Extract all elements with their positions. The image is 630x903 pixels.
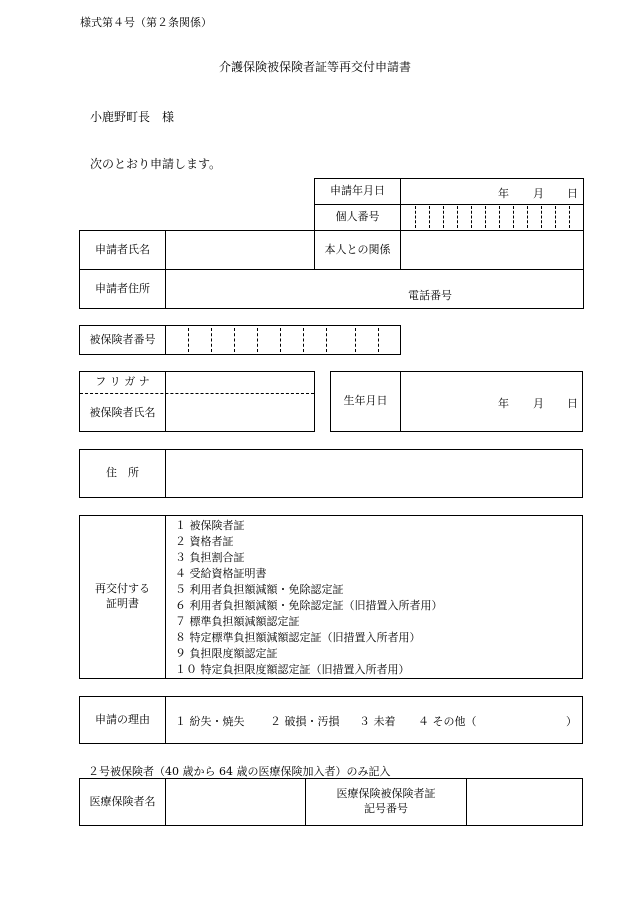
- reissue-label: 再交付する 証明書: [95, 582, 150, 610]
- applicant-name-field[interactable]: [167, 232, 313, 268]
- reissue-option-3[interactable]: ３ 負担割合証: [175, 551, 245, 564]
- birth-day-unit: 日: [567, 397, 578, 410]
- relation-label: 本人との関係: [324, 242, 391, 256]
- reason-option-other[interactable]: ４ その他（: [418, 715, 477, 728]
- reason-option-damaged[interactable]: ２ 破損・汚損: [270, 715, 340, 728]
- birth-month-unit: 月: [533, 397, 544, 410]
- reissue-option-5[interactable]: ５ 利用者負担額減額・免除認定証: [175, 583, 344, 596]
- relation-field[interactable]: [402, 232, 582, 268]
- reissue-option-7[interactable]: ７ 標準負担額減額認定証: [175, 615, 300, 628]
- phone-label: 電話番号: [408, 289, 452, 302]
- reissue-option-6[interactable]: ６ 利用者負担額減額・免除認定証（旧措置入所者用）: [175, 599, 443, 612]
- reason-option-not-received[interactable]: ３ 未着: [359, 715, 396, 728]
- application-date-label: 申請年月日: [330, 184, 385, 198]
- reason-other-field[interactable]: [480, 710, 564, 730]
- birth-date-field[interactable]: [402, 373, 582, 430]
- page-title: 介護保険被保険者証等再交付申請書: [218, 60, 411, 74]
- birth-date-label: 生年月日: [343, 394, 388, 408]
- reason-label: 申請の理由: [95, 712, 150, 726]
- personal-number-label: 個人番号: [335, 210, 380, 224]
- reissue-option-4[interactable]: ４ 受給資格証明書: [175, 567, 267, 580]
- insurance-cert-label: 医療保険被保険者証 記号番号: [336, 787, 436, 815]
- applicant-name-label: 申請者氏名: [95, 242, 150, 256]
- insured-name-field[interactable]: [167, 396, 313, 430]
- insured-name-label: 被保険者氏名: [89, 405, 156, 419]
- applicant-address-label: 申請者住所: [95, 281, 150, 295]
- type2-note: ２号被保険者（40 歳から 64 歳の医療保険加入者）のみ記入: [88, 765, 391, 778]
- intro-text: 次のとおり申請します。: [90, 157, 222, 171]
- reissue-option-8[interactable]: ８ 特定標準負担額減額認定証（旧措置入所者用）: [175, 631, 421, 644]
- applicant-address-field[interactable]: [167, 271, 581, 307]
- reissue-option-10[interactable]: １０ 特定負担限度額認定証（旧措置入所者用）: [175, 663, 410, 676]
- insured-number-field[interactable]: [167, 327, 399, 353]
- reissue-option-2[interactable]: ２ 資格者証: [175, 535, 234, 548]
- furigana-field[interactable]: [167, 373, 313, 392]
- insurance-cert-field[interactable]: [468, 780, 581, 824]
- furigana-label: フ リ ガ ナ: [95, 375, 150, 389]
- insurer-name-field[interactable]: [167, 780, 303, 824]
- application-date-year-unit: 年: [498, 187, 509, 200]
- reason-option-lost[interactable]: １ 紛失・焼失: [175, 715, 245, 728]
- insured-address-field[interactable]: [167, 451, 581, 496]
- insurer-name-label: 医療保険者名: [89, 794, 156, 808]
- reissue-option-1[interactable]: １ 被保険者証: [175, 519, 245, 532]
- birth-year-unit: 年: [498, 397, 509, 410]
- reason-close-paren: ）: [566, 715, 577, 728]
- insured-address-label: 住 所: [106, 466, 139, 480]
- insured-number-label: 被保険者番号: [89, 332, 156, 346]
- addressee: 小鹿野町長 様: [90, 110, 175, 124]
- form-number: 様式第４号（第２条関係）: [80, 16, 212, 29]
- application-date-month-unit: 月: [533, 187, 544, 200]
- personal-number-field[interactable]: [402, 206, 582, 229]
- application-date-day-unit: 日: [567, 187, 578, 200]
- reissue-option-9[interactable]: ９ 負担限度額認定証: [175, 647, 278, 660]
